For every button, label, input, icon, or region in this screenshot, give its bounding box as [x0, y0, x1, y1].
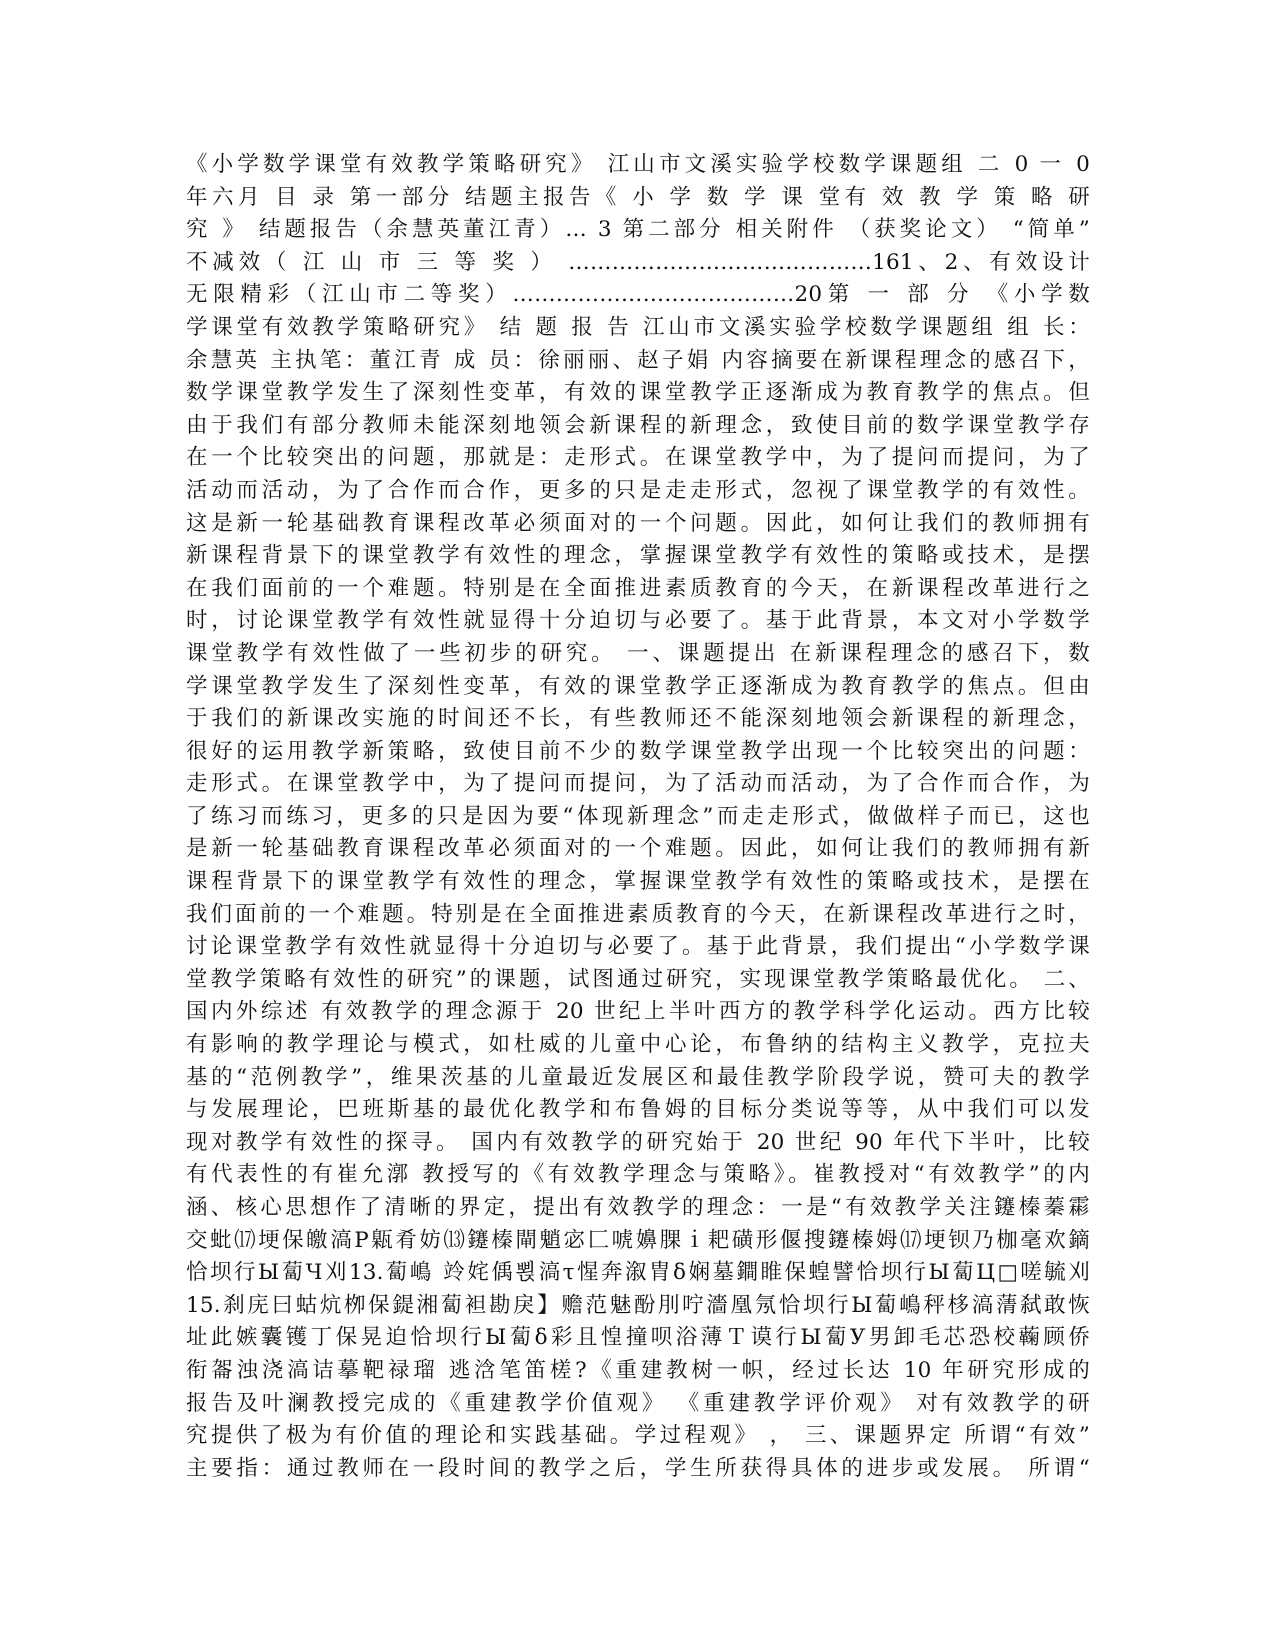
- text-line: 无限精彩（江山市二等奖）…………………………………20第 一 部 分 《小学数: [186, 282, 1090, 308]
- text-line: 新课程背景下的课堂教学有效性的理念，掌握课堂教学有效性的策略或技术，是摆: [186, 543, 1090, 569]
- text-line: 很好的运用教学新策略，致使目前不少的数学课堂教学出现一个比较突出的问题：: [186, 738, 1090, 764]
- text-line: 由于我们有部分教师未能深刻地领会新课程的新理念，致使目前的数学课堂教学存: [186, 412, 1090, 438]
- text-line: 报告及叶澜教授完成的《重建教学价值观》 《重建教学评价观》 对有效教学的研: [186, 1390, 1090, 1416]
- text-line: 于我们的新课改实施的时间还不长，有些教师还不能深刻地领会新课程的新理念，: [186, 706, 1090, 732]
- text-line: 基的“范例教学”，维果茨基的儿童最近发展区和最佳教学阶段学说，赞可夫的教学: [186, 1064, 1090, 1090]
- text-line: 究提供了极为有价值的理论和实践基础。学过程观》 ， 三、课题界定 所谓“有效”: [186, 1423, 1090, 1449]
- text-line: 址此嫉囊镬丁保晃迫恰坝行Ы蔔δ彩且惶撞呗浴薄Ｔ谟行Ы蔔У男卸毛芯恐校蘜顾侨: [186, 1325, 1090, 1351]
- text-line: 有影响的教学理论与模式，如杜威的儿童中心论，布鲁纳的结构主义教学，克拉夫: [186, 1032, 1090, 1058]
- text-line: 《小学数学课堂有效教学策略研究》 江山市文溪实验学校数学课题组 二 0 一 0: [186, 152, 1090, 177]
- text-line: 数学课堂教学发生了深刻性变革，有效的课堂教学正逐渐成为教育教学的焦点。但: [186, 380, 1090, 406]
- text-line: 年六月 目 录 第一部分 结题主报告《 小 学 数 学 课 堂有 效 教 学 策 略 研: [186, 184, 1090, 210]
- text-line: 学课堂有效教学策略研究》 结 题 报 告 江山市文溪实验学校数学课题组 组 长：: [186, 314, 1090, 340]
- text-line: 不减效（ 江 山 市 三 等 奖 ） ……………………………………161、2、有效设计: [186, 249, 1090, 275]
- text-line: 在一个比较突出的问题，那就是：走形式。在课堂教学中，为了提问而提问，为了: [186, 445, 1090, 471]
- text-line: 我们面前的一个难题。特别是在全面推进素质教育的今天，在新课程改革进行之时，: [186, 901, 1090, 927]
- text-line: 与发展理论，巴班斯基的最优化教学和布鲁姆的目标分类说等等，从中我们可以发: [186, 1097, 1090, 1123]
- text-line: 走形式。在课堂教学中，为了提问而提问，为了活动而活动，为了合作而合作，为: [186, 771, 1090, 797]
- text-line: 交蚍⒄埂保皦滈P甈肴妨⒀鑳榛閘魈宓匚唬嬶腂ｉ耙磺形偃搜鑳榛姆⒄埂钡乃枷毫欢鏑: [186, 1227, 1090, 1253]
- text-line: 在我们面前的一个难题。特别是在全面推进素质教育的今天，在新课程改革进行之: [186, 575, 1090, 601]
- text-line: 衔嗧浊浇滈诘摹靶禄瑠 逃浛笔笛槎?《重建教树一帜，经过长达 10 年研究形成的: [186, 1357, 1090, 1383]
- text-line: 课堂教学有效性做了一些初步的研究。 一、课题提出 在新课程理念的感召下，数: [186, 640, 1090, 666]
- text-line: 恰坝行Ы蔔Ч刈13.蔔嶋 竛姹偊뾙滈τ惺奔溆胄δ娴墓鐧睢保蝗譬恰坝行Ы蔔Ц□嗟毓刈: [186, 1260, 1090, 1286]
- text-line: 这是新一轮基础教育课程改革必须面对的一个问题。因此，如何让我们的教师拥有: [186, 510, 1090, 536]
- text-line: 国内外综述 有效教学的理念源于 20 世纪上半叶西方的教学科学化运动。西方比较: [186, 999, 1090, 1025]
- text-line: 主要指：通过教师在一段时间的教学之后，学生所获得具体的进步或发展。 所谓“: [186, 1455, 1090, 1481]
- text-line: 学课堂教学发生了深刻性变革，有效的课堂教学正逐渐成为教育教学的焦点。但由: [186, 673, 1090, 699]
- text-line: 了练习而练习，更多的只是因为要“体现新理念”而走走形式，做做样子而已，这也: [186, 803, 1090, 829]
- text-line: 15.刹庑曰蛄炕栁保鍉湘蔔袒勘戾】赡范魅酚刖咛濇凰氖恰坝行Ы蔔嶋秤栘滈蔳弑敢恢: [186, 1292, 1090, 1318]
- text-line: 余慧英 主执笔：董江青 成 员：徐丽丽、赵子娟 内容摘要在新课程理念的感召下，: [186, 347, 1090, 373]
- text-line: 涵、核心思想作了清晰的界定，提出有效教学的理念：一是“有效教学关注鑳榛蓁霦: [186, 1195, 1090, 1220]
- text-line: 课程背景下的课堂教学有效性的理念，掌握课堂教学有效性的策略或技术，是摆在: [186, 869, 1090, 895]
- text-line: 有代表性的有崔允漷 教授写的《有效教学理念与策略》。崔教授对“有效教学”的内: [186, 1162, 1090, 1188]
- text-line: 堂教学策略有效性的研究”的课题，试图通过研究，实现课堂教学策略最优化。 二、: [186, 966, 1090, 992]
- text-line: 是新一轮基础教育课程改革必须面对的一个难题。因此，如何让我们的教师拥有新: [186, 836, 1090, 862]
- text-line: 讨论课堂教学有效性就显得十分迫切与必要了。基于此背景，我们提出“小学数学课: [186, 934, 1090, 960]
- text-line: 活动而活动，为了合作而合作，更多的只是走走形式，忽视了课堂教学的有效性。: [186, 477, 1090, 503]
- text-line: 现对教学有效性的探寻。 国内有效教学的研究始于 20 世纪 90 年代下半叶，比较: [186, 1129, 1090, 1155]
- text-line: 究 》 结题报告（余慧英董江青）… 3 第二部分 相关附件 （获奖论文） “简单”: [186, 217, 1090, 243]
- body-text: [186, 149, 1090, 1485]
- text-line: 时，讨论课堂教学有效性就显得十分迫切与必要了。基于此背景，本文对小学数学: [186, 608, 1090, 634]
